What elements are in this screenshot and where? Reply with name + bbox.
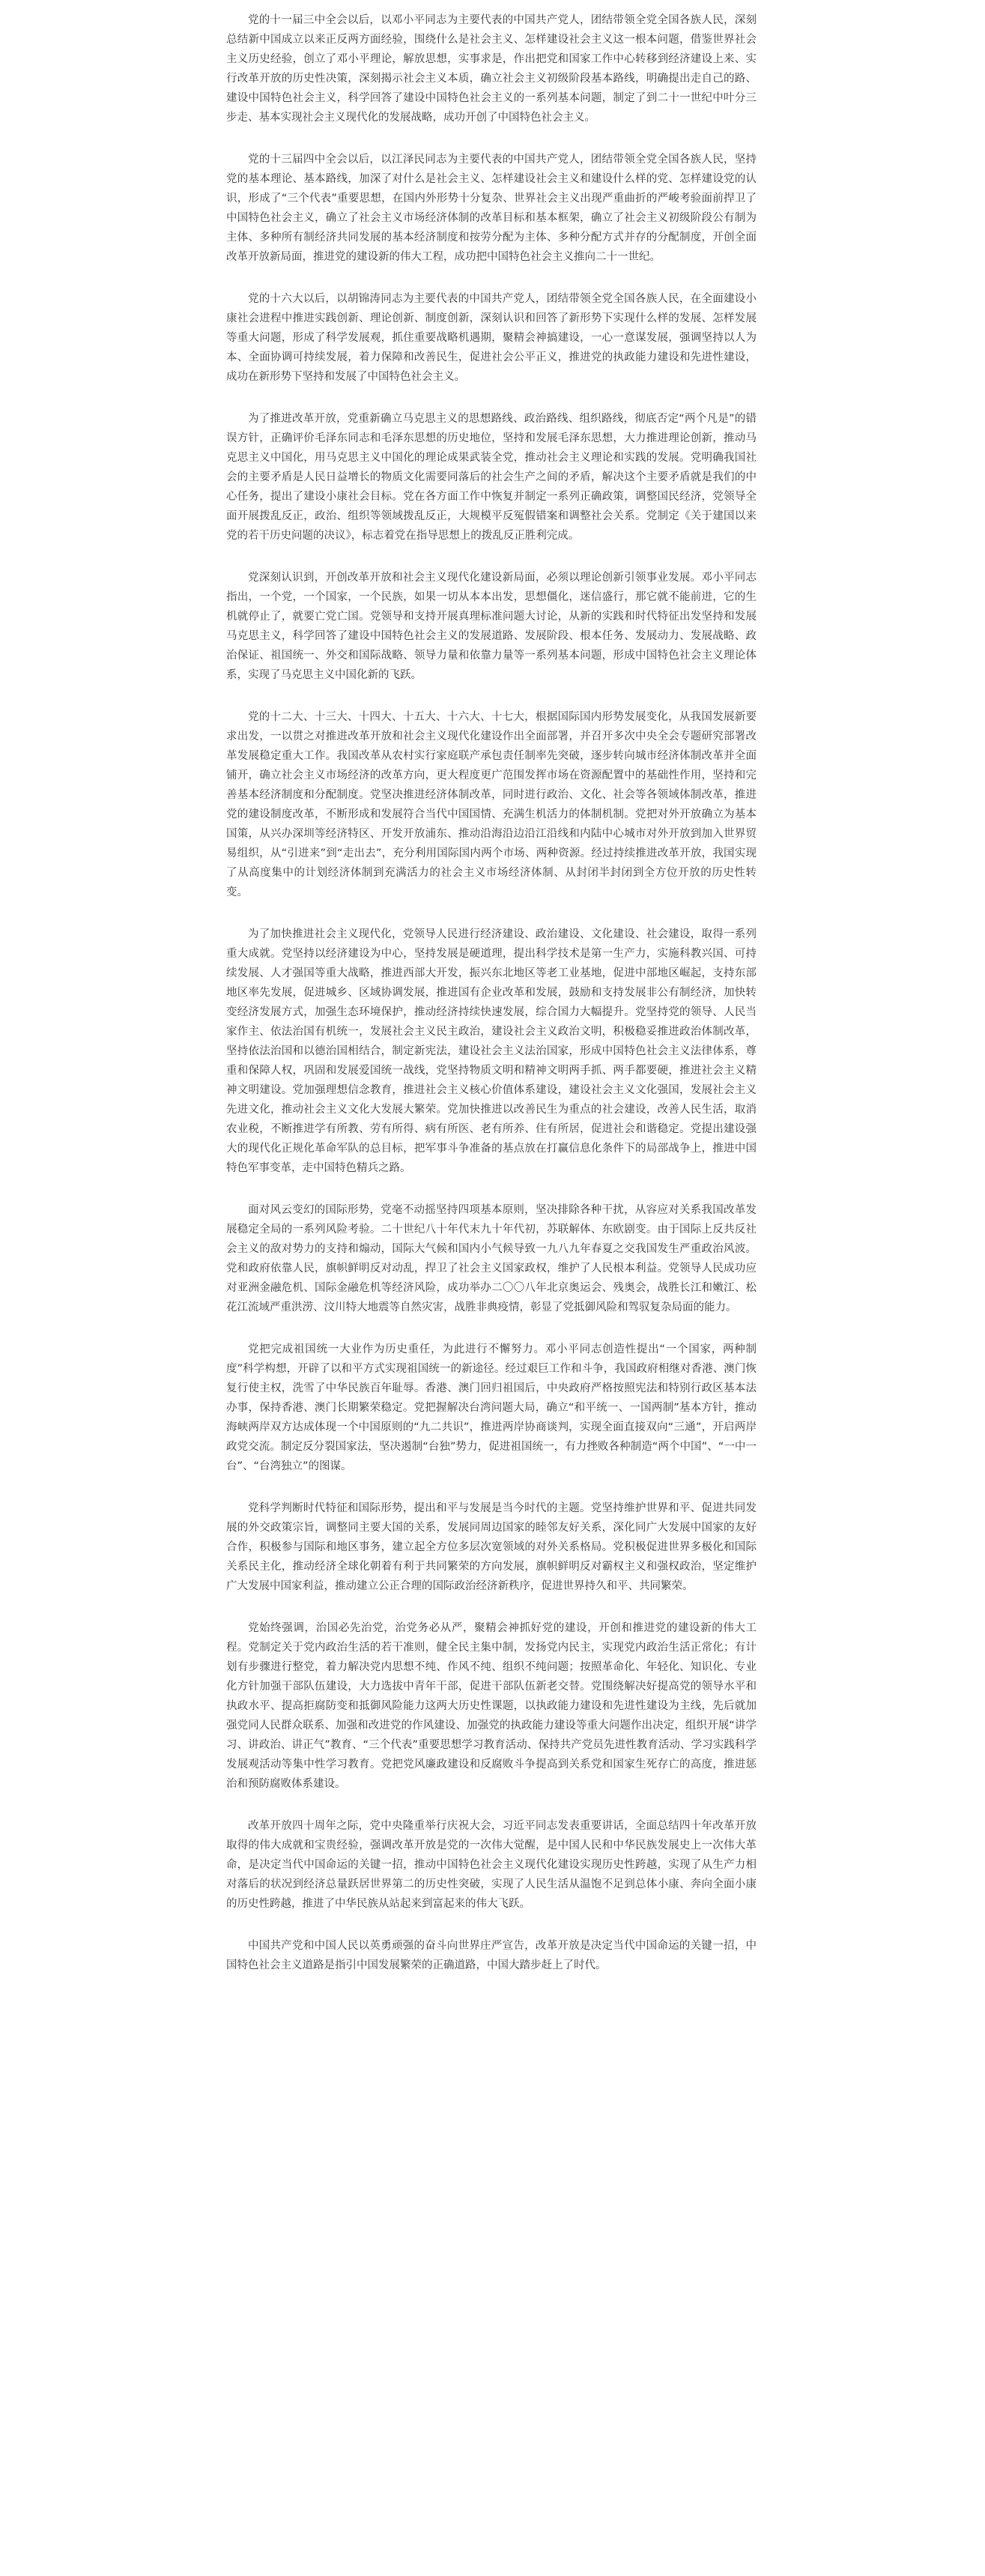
paragraph: 改革开放四十周年之际，党中央隆重举行庆祝大会，习近平同志发表重要讲话，全面总结四十年改革开放取得的伟大成就和宝贵经验，强调改革开放是党的一次伟大觉醒，是中国人民和中华民族发展史上一次伟大革命，是决定当代中国命运的关键一招，推动中国特色社会主义现代化建设实现历史性跨越，实现了从生产力相对落后的状况到经济总量跃居世界第二的历史性突破，实现了人民生活从温饱不足到总体小康、奔向全面小康的历史性跨越，推进了中华民族从站起来到富起来的伟大飞跃。 xyxy=(226,1820,757,1910)
paragraph: 党始终强调，治国必先治党，治党务必从严，聚精会神抓好党的建设，开创和推进党的建设新的伟大工程。党制定关于党内政治生活的若干准则，健全民主集中制，发扬党内民主，实现党内政治生活正常化；有计划有步骤进行整党，着力解决党内思想不纯、作风不纯、组织不纯问题；按照革命化、年轻化、知识化、专业化方针加强干部队伍建设，大力选拔中青年干部，促进干部队伍新老交替。党围绕解决好提高党的领导水平和执政水平、提高拒腐防变和抵御风险能力这两大历史性课题，以执政能力建设和先进性建设为主线，先后就加强党同人民群众联系、加强和改进党的作风建设、加强党的执政能力建设等重大问题作出决定，组织开展“讲学习、讲政治、讲正气”教育、“三个代表”重要思想学习教育活动、保持共产党员先进性教育活动、学习实践科学发展观活动等集中性学习教育。党把党风廉政建设和反腐败斗争提高到关系党和国家生死存亡的高度，推进惩治和预防腐败体系建设。 xyxy=(226,1622,757,1790)
paragraph: 党把完成祖国统一大业作为历史重任，为此进行不懈努力。邓小平同志创造性提出“一个国家，两种制度”科学构想，开辟了以和平方式实现祖国统一的新途径。经过艰巨工作和斗争，我国政府相继对香港、澳门恢复行使主权，洗雪了中华民族百年耻辱。香港、澳门回归祖国后，中央政府严格按照宪法和特别行政区基本法办事，保持香港、澳门长期繁荣稳定。党把握解决台湾问题大局，确立“和平统一、一国两制”基本方针，推动海峡两岸双方达成体现一个中国原则的“九二共识”，推进两岸协商谈判，实现全面直接双向“三通”，开启两岸政党交流。制定反分裂国家法，坚决遏制“台独”势力，促进祖国统一，有力挫败各种制造“两个中国”、“一中一台”、“台湾独立”的图谋。 xyxy=(226,1343,757,1472)
paragraph: 党的十六大以后，以胡锦涛同志为主要代表的中国共产党人，团结带领全党全国各族人民，在全面建设小康社会进程中推进实践创新、理论创新、制度创新，深刻认识和回答了新形势下实现什么样的发展、怎样发展等重大问题，形成了科学发展观，抓住重要战略机遇期，聚精会神搞建设，一心一意谋发展，强调坚持以人为本、全面协调可持续发展，着力保障和改善民生，促进社会公平正义，推进党的执政能力建设和先进性建设，成功在新形势下坚持和发展了中国特色社会主义。 xyxy=(226,293,757,383)
paragraph: 为了推进改革开放，党重新确立马克思主义的思想路线、政治路线、组织路线，彻底否定“两个凡是”的错误方针，正确评价毛泽东同志和毛泽东思想的历史地位，坚持和发展毛泽东思想，大力推进理论创新，推动马克思主义中国化，用马克思主义中国化的理论成果武装全党，推动社会主义理论和实践的发展。党明确我国社会的主要矛盾是人民日益增长的物质文化需要同落后的社会生产之间的矛盾，解决这个主要矛盾就是我们的中心任务，提出了建设小康社会目标。党在各方面工作中恢复并制定一系列正确政策，调整国民经济，党领导全面开展拨乱反正，政治、组织等领域拨乱反正，大规模平反冤假错案和调整社会关系。党制定《关于建国以来党的若干历史问题的决议》，标志着党在指导思想上的拨乱反正胜利完成。 xyxy=(226,413,757,542)
article-body xyxy=(226,10,757,1998)
paragraph: 党的十二大、十三大、十四大、十五大、十六大、十七大，根据国际国内形势发展变化，从我国发展新要求出发，一以贯之对推进改革开放和社会主义现代化建设作出全面部署，并召开多次中央全会专题研究部署改革发展稳定重大工作。我国改革从农村实行家庭联产承包责任制率先突破，逐步转向城市经济体制改革并全面铺开，确立社会主义市场经济的改革方向，更大程度更广范围发挥市场在资源配置中的基础性作用，坚持和完善基本经济制度和分配制度。党坚决推进经济体制改革，同时进行政治、文化、社会等各领域体制改革，推进党的建设制度改革，不断形成和发展符合当代中国国情、充满生机活力的体制机制。党把对外开放确立为基本国策，从兴办深圳等经济特区、开发开放浦东、推动沿海沿边沿江沿线和内陆中心城市对外开放到加入世界贸易组织，从“引进来”到“走出去”，充分利用国际国内两个市场、两种资源。经过持续推进改革开放，我国实现了从高度集中的计划经济体制到充满活力的社会主义市场经济体制、从封闭半封闭到全方位开放的历史性转变。 xyxy=(226,711,757,898)
paragraph: 党深刻认识到，开创改革开放和社会主义现代化建设新局面，必须以理论创新引领事业发展。邓小平同志指出，一个党，一个国家，一个民族，如果一切从本本出发，思想僵化，迷信盛行，那它就不能前进，它的生机就停止了，就要亡党亡国。党领导和支持开展真理标准问题大讨论，从新的实践和时代特征出发坚持和发展马克思主义，科学回答了建设中国特色社会主义的发展道路、发展阶段、根本任务、发展动力、发展战略、政治保证、祖国统一、外交和国际战略、领导力量和依靠力量等一系列基本问题，形成中国特色社会主义理论体系，实现了马克思主义中国化新的飞跃。 xyxy=(226,572,757,681)
paragraph: 党的十三届四中全会以后，以江泽民同志为主要代表的中国共产党人，团结带领全党全国各族人民，坚持党的基本理论、基本路线，加深了对什么是社会主义、怎样建设社会主义和建设什么样的党、怎样建设党的认识，形成了“三个代表”重要思想，在国内外形势十分复杂、世界社会主义出现严重曲折的严峻考验面前捍卫了中国特色社会主义，确立了社会主义市场经济体制的改革目标和基本框架，确立了社会主义初级阶段公有制为主体、多种所有制经济共同发展的基本经济制度和按劳分配为主体、多种分配方式并存的分配制度，开创全面改革开放新局面，推进党的建设新的伟大工程，成功把中国特色社会主义推向二十一世纪。 xyxy=(226,154,757,263)
paragraph: 党的十一届三中全会以后，以邓小平同志为主要代表的中国共产党人，团结带领全党全国各族人民，深刻总结新中国成立以来正反两方面经验，围绕什么是社会主义、怎样建设社会主义这一根本问题，借鉴世界社会主义历史经验，创立了邓小平理论，解放思想，实事求是，作出把党和国家工作中心转移到经济建设上来、实行改革开放的历史性决策，深刻揭示社会主义本质，确立社会主义初级阶段基本路线，明确提出走自己的路、建设中国特色社会主义，科学回答了建设中国特色社会主义的一系列基本问题，制定了到二十一世纪中叶分三步走、基本实现社会主义现代化的发展战略，成功开创了中国特色社会主义。 xyxy=(226,14,757,124)
paragraph: 中国共产党和中国人民以英勇顽强的奋斗向世界庄严宣告，改革开放是决定当代中国命运的关键一招，中国特色社会主义道路是指引中国发展繁荣的正确道路，中国大踏步赶上了时代。 xyxy=(226,1940,757,1971)
paragraph: 党科学判断时代特征和国际形势，提出和平与发展是当今时代的主题。党坚持维护世界和平、促进共同发展的外交政策宗旨，调整同主要大国的关系，发展同周边国家的睦邻友好关系，深化同广大发展中国家的友好合作，积极参与国际和地区事务，建立起全方位多层次宽领域的对外关系格局。党积极促进世界多极化和国际关系民主化，推动经济全球化朝着有利于共同繁荣的方向发展，旗帜鲜明反对霸权主义和强权政治，坚定维护广大发展中国家利益，推动建立公正合理的国际政治经济新秩序，促进世界持久和平、共同繁荣。 xyxy=(226,1502,757,1592)
paragraph: 为了加快推进社会主义现代化，党领导人民进行经济建设、政治建设、文化建设、社会建设，取得一系列重大成就。党坚持以经济建设为中心，坚持发展是硬道理，提出科学技术是第一生产力，实施科教兴国、可持续发展、人才强国等重大战略，推进西部大开发，振兴东北地区等老工业基地，促进中部地区崛起，支持东部地区率先发展，促进城乡、区域协调发展，推进国有企业改革和发展，鼓励和支持发展非公有制经济，加快转变经济发展方式，加强生态环境保护，推动经济持续快速发展，综合国力大幅提升。党坚持党的领导、人民当家作主、依法治国有机统一，发展社会主义民主政治，建设社会主义政治文明，积极稳妥推进政治体制改革，坚持依法治国和以德治国相结合，制定新宪法，建设社会主义法治国家，形成中国特色社会主义法律体系，尊重和保障人权，巩固和发展爱国统一战线，党坚持物质文明和精神文明两手抓、两手都要硬，推进社会主义精神文明建设。党加强理想信念教育，推进社会主义核心价值体系建设，建设社会主义文化强国，发展社会主义先进文化，推动社会主义文化大发展大繁荣。党加快推进以改善民生为重点的社会建设，改善人民生活，取消农业税，不断推进学有所教、劳有所得、病有所医、老有所养、住有所居，促进社会和谐稳定。党提出建设强大的现代化正规化革命军队的总目标，把军事斗争准备的基点放在打赢信息化条件下的局部战争上，推进中国特色军事变革，走中国特色精兵之路。 xyxy=(226,928,757,1174)
paragraph: 面对风云变幻的国际形势，党毫不动摇坚持四项基本原则，坚决排除各种干扰，从容应对关系我国改革发展稳定全局的一系列风险考验。二十世纪八十年代末九十年代初，苏联解体、东欧剧变。由于国际上反共反社会主义的敌对势力的支持和煽动，国际大气候和国内小气候导致一九八九年春夏之交我国发生严重政治风波。党和政府依靠人民，旗帜鲜明反对动乱，捍卫了社会主义国家政权，维护了人民根本利益。党领导人民成功应对亚洲金融危机、国际金融危机等经济风险，成功举办二〇〇八年北京奥运会、残奥会，战胜长江和嫩江、松花江流域严重洪涝、汶川特大地震等自然灾害，战胜非典疫情，彰显了党抵御风险和驾驭复杂局面的能力。 xyxy=(226,1204,757,1313)
